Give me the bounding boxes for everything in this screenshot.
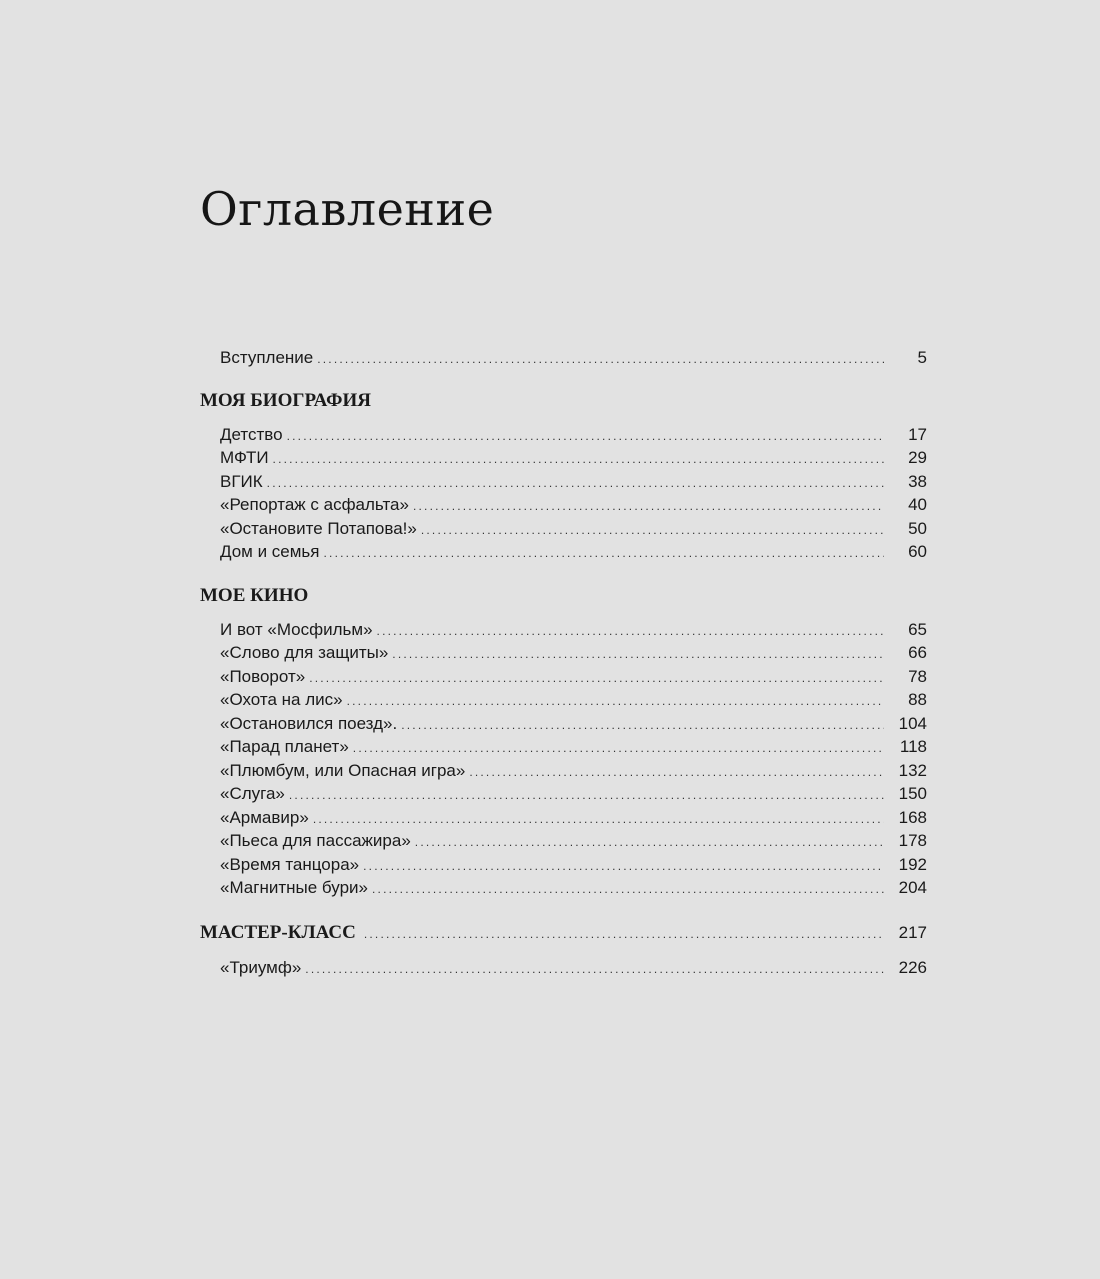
dot-leader [353,737,884,761]
entry-page-number: 38 [908,471,927,491]
entry-title: «Парад планет» [220,737,349,756]
entry-page-number: 192 [898,854,927,874]
entry-page-number: 150 [898,784,927,803]
section-heading-master-class[interactable] [200,922,927,948]
dot-leader [372,878,884,902]
toc-entry[interactable] [200,876,927,900]
entry-page-number: 78 [908,666,927,686]
entry-title: «Остановился поезд». [220,713,398,733]
entry-title: «Поворот» [220,666,306,686]
entry-page-number: 132 [898,760,927,780]
dot-leader [377,620,884,644]
section-page-number: 217 [898,922,927,942]
dot-leader [413,495,884,519]
entry-page-number: 17 [908,424,927,444]
toc-entry[interactable] [200,688,927,712]
entry-title: Детство [220,424,283,444]
toc-entry[interactable] [200,712,927,736]
toc-entry[interactable] [200,665,927,689]
entry-title: «Армавир» [220,807,309,827]
dot-leader [313,808,884,832]
dot-leader [287,425,884,449]
entry-title: И вот «Мосфильм» [220,619,373,639]
section-heading-my-cinema: МОЕ КИНО [200,584,309,606]
toc-entry[interactable] [200,853,927,877]
entry-page-number: 104 [898,713,927,733]
dot-leader [363,855,884,879]
toc-entry[interactable] [200,829,927,853]
entry-page-number: 65 [908,619,927,639]
toc-entry[interactable] [200,540,927,564]
dot-leader [401,714,884,738]
entry-title: «Пьеса для пассажира» [220,831,411,850]
toc-entry[interactable] [200,493,927,517]
dot-leader [392,643,884,667]
dot-leader [317,348,884,372]
entry-title: «Триумф» [220,957,302,977]
toc-entry[interactable] [200,423,927,447]
toc-entry[interactable] [200,618,927,642]
entry-title: ВГИК [220,471,263,491]
section-heading-biography: МОЯ БИОГРАФИЯ [200,389,371,411]
toc-entry-intro[interactable] [200,346,927,370]
entry-title: «Остановите Потапова!» [220,518,417,538]
table-of-contents [200,346,927,979]
entry-title: «Слуга» [220,784,285,803]
section-title: МАСТЕР-КЛАСС [200,921,356,943]
dot-leader [267,472,884,496]
entry-page-number: 5 [917,348,927,367]
entry-page-number: 40 [908,495,927,514]
entry-page-number: 60 [908,542,927,561]
entry-page-number: 88 [908,690,927,709]
dot-leader [289,784,884,808]
entry-page-number: 168 [898,807,927,827]
entry-title: «Слово для защиты» [220,643,389,662]
dot-leader [324,542,885,566]
dot-leader [469,761,884,785]
dot-leader [309,667,884,691]
toc-entry[interactable] [200,806,927,830]
toc-entry[interactable] [200,956,927,980]
toc-entry[interactable] [200,759,927,783]
entry-title: «Магнитные бури» [220,878,368,897]
entry-page-number: 50 [908,518,927,538]
toc-entry[interactable] [200,517,927,541]
dot-leader [364,927,884,941]
entry-page-number: 226 [898,957,927,977]
dot-leader [273,448,884,472]
dot-leader [421,519,884,543]
entry-title: «Репортаж с асфальта» [220,495,409,514]
entry-page-number: 66 [908,643,927,662]
entry-title: «Время танцора» [220,854,360,874]
entry-title: Дом и семья [220,542,320,561]
entry-title: «Охота на лис» [220,690,343,709]
dot-leader [415,831,884,855]
page-title: Оглавление [200,182,495,236]
toc-entry[interactable] [200,641,927,665]
entry-title: «Плюмбум, или Опасная игра» [220,760,466,780]
entry-title: МФТИ [220,448,269,467]
toc-entry[interactable] [200,782,927,806]
entry-title: Вступление [220,348,314,367]
entry-page-number: 204 [898,878,927,897]
toc-entry[interactable] [200,735,927,759]
entry-page-number: 29 [908,448,927,467]
toc-entry[interactable] [200,470,927,494]
dot-leader [305,958,884,982]
entry-page-number: 178 [898,831,927,850]
dot-leader [347,690,884,714]
toc-entry[interactable] [200,446,927,470]
entry-page-number: 118 [899,737,927,756]
